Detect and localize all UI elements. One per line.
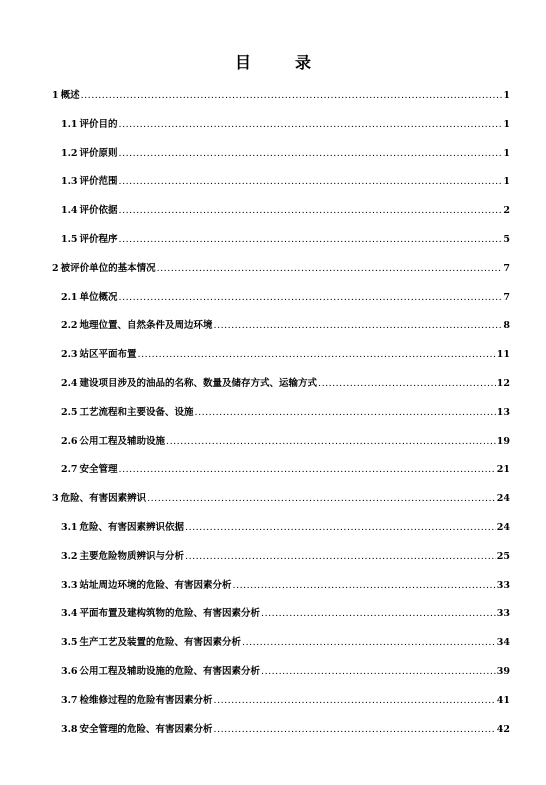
toc-dot-leader	[185, 548, 496, 566]
toc-entry-title: 检维修过程的危险有害因素分析	[79, 694, 213, 706]
toc-entry-title: 被评价单位的基本情况	[60, 262, 156, 274]
toc-entry-title: 安全管理	[79, 464, 118, 476]
toc-entry-title: 平面布置及建构筑物的危险、有害因素分析	[79, 608, 261, 620]
toc-entry-page-number: 8	[503, 320, 510, 332]
toc-dot-leader	[214, 692, 496, 710]
toc-entry-title: 站区平面布置	[79, 349, 137, 361]
toc-entry-title: 建设项目涉及的油品的名称、数量及储存方式、运输方式	[79, 377, 318, 389]
toc-dot-leader	[119, 116, 503, 134]
toc-dot-leader	[119, 289, 503, 307]
toc-dot-leader	[119, 145, 503, 163]
toc-entry-number: 1	[52, 90, 59, 101]
toc-dot-leader	[195, 404, 496, 422]
toc-entry[interactable]	[52, 317, 510, 346]
toc-entry-number: 2.4	[61, 377, 78, 389]
toc-entry[interactable]	[52, 490, 510, 519]
toc-entry-page-number: 25	[496, 550, 510, 562]
toc-entry-number: 1.3	[61, 176, 78, 188]
toc-entry-number: 3.3	[61, 579, 78, 591]
toc-entry-title: 安全管理的危险、有害因素分析	[79, 723, 213, 735]
toc-dot-leader	[119, 202, 503, 220]
toc-entry-title: 主要危险物质辨识与分析	[79, 550, 185, 562]
toc-entry-number: 1.2	[61, 147, 78, 159]
toc-dot-leader	[119, 231, 503, 249]
toc-entry-number: 3.6	[61, 665, 78, 677]
toc-entry-page-number: 7	[503, 262, 510, 274]
toc-entry-page-number: 1	[503, 118, 510, 130]
toc-dot-leader	[214, 317, 503, 335]
toc-entry-page-number: 5	[503, 233, 510, 245]
toc-entry-title: 单位概况	[79, 291, 118, 303]
toc-entry-title: 生产工艺及装置的危险、有害因素分析	[79, 637, 242, 649]
toc-entry[interactable]	[52, 605, 510, 634]
toc-entry-number: 2.2	[61, 320, 78, 332]
toc-entry-number: 2.5	[61, 406, 78, 418]
toc-entry[interactable]	[52, 346, 510, 375]
toc-entry-page-number: 2	[503, 205, 510, 217]
toc-entry-number: 2.3	[61, 349, 78, 361]
toc-entry-page-number: 13	[496, 406, 510, 418]
toc-entry-page-number: 1	[503, 176, 510, 188]
toc-dot-leader	[233, 577, 496, 595]
toc-entry-number: 2.7	[61, 464, 78, 476]
toc-entry-number: 3.1	[61, 521, 78, 533]
toc-entry[interactable]	[52, 289, 510, 318]
toc-entry[interactable]	[52, 461, 510, 490]
toc-dot-leader	[318, 375, 496, 393]
toc-entry-page-number: 11	[496, 349, 510, 361]
toc-entry-page-number: 33	[496, 579, 510, 591]
toc-entry-title: 公用工程及辅助设施	[79, 435, 166, 447]
toc-entry[interactable]	[52, 116, 510, 145]
toc-entry-title: 工艺流程和主要设备、设施	[79, 406, 194, 418]
toc-entry[interactable]	[52, 692, 510, 721]
toc-entry-title: 地理位置、自然条件及周边环境	[79, 320, 213, 332]
toc-entry-number: 2.1	[61, 291, 78, 303]
toc-entry-title: 评价范围	[79, 176, 118, 188]
page-title: 目 录	[234, 53, 325, 72]
toc-entry[interactable]	[52, 375, 510, 404]
toc-dot-leader	[261, 663, 496, 681]
toc-dot-leader	[119, 461, 496, 479]
toc-dot-leader	[185, 519, 496, 537]
toc-entry-number: 2	[52, 262, 59, 274]
toc-entry[interactable]	[52, 404, 510, 433]
toc-entry-number: 3	[52, 493, 59, 505]
toc-dot-leader	[242, 634, 496, 652]
toc-dot-leader	[261, 605, 496, 623]
toc-entry-page-number: 24	[496, 521, 510, 533]
toc-entry-page-number: 39	[496, 665, 510, 677]
toc-entry-number: 1.4	[61, 205, 78, 217]
toc-entry[interactable]	[52, 202, 510, 231]
toc-dot-leader	[214, 721, 496, 739]
toc-entry-page-number: 1	[503, 147, 510, 159]
toc-entry[interactable]	[52, 87, 510, 116]
toc-entry-page-number: 21	[496, 464, 510, 476]
toc-entry[interactable]	[52, 433, 510, 462]
toc-entry-title: 站址周边环境的危险、有害因素分析	[79, 579, 232, 591]
toc-entry-page-number: 19	[496, 435, 510, 447]
toc-entry-title: 评价程序	[79, 233, 118, 245]
toc-entry-number: 3.2	[61, 550, 78, 562]
toc-entry-number: 2.6	[61, 435, 78, 447]
toc-entry-number: 3.8	[61, 723, 78, 735]
toc-entry-title: 评价依据	[79, 205, 118, 217]
toc-entry-number: 1.1	[61, 118, 78, 130]
toc-entry[interactable]	[52, 577, 510, 606]
toc-entry-title: 概述	[60, 90, 80, 101]
toc-entry-page-number: 41	[496, 694, 510, 706]
toc-dot-leader	[119, 173, 503, 191]
toc-entry[interactable]	[52, 548, 510, 577]
toc-dot-leader	[138, 346, 496, 364]
toc-entry-page-number: 42	[496, 723, 510, 735]
toc-entry-number: 3.5	[61, 637, 78, 649]
toc-entry[interactable]	[52, 173, 510, 202]
toc-entry[interactable]	[52, 260, 510, 289]
toc-entry-page-number: 24	[496, 493, 510, 505]
toc-entry-page-number: 33	[496, 608, 510, 620]
toc-entry[interactable]	[52, 721, 510, 750]
toc-entry[interactable]	[52, 145, 510, 174]
toc-entry[interactable]	[52, 634, 510, 663]
toc-dot-leader	[157, 260, 503, 278]
toc-entry-page-number: 1	[503, 90, 510, 101]
toc-entry-number: 1.5	[61, 233, 78, 245]
toc-dot-leader	[81, 87, 503, 105]
toc-entry[interactable]	[52, 519, 510, 548]
toc-dot-leader	[166, 433, 496, 451]
toc-entry-title: 公用工程及辅助设施的危险、有害因素分析	[79, 665, 261, 677]
toc-entry-title: 评价原则	[79, 147, 118, 159]
toc-entry-number: 3.7	[61, 694, 78, 706]
toc-entry-number: 3.4	[61, 608, 78, 620]
toc-entry-page-number: 12	[496, 377, 510, 389]
toc-entry-title: 危险、有害因素辨识	[60, 493, 147, 505]
toc-entry-page-number: 7	[503, 291, 510, 303]
toc-entry[interactable]	[52, 663, 510, 692]
toc-entry-title: 危险、有害因素辨识依据	[79, 521, 185, 533]
toc-entry-title: 评价目的	[79, 118, 118, 130]
table-of-contents	[52, 87, 510, 749]
toc-entry[interactable]	[52, 231, 510, 260]
toc-dot-leader	[147, 490, 496, 508]
toc-entry-page-number: 34	[496, 637, 510, 649]
